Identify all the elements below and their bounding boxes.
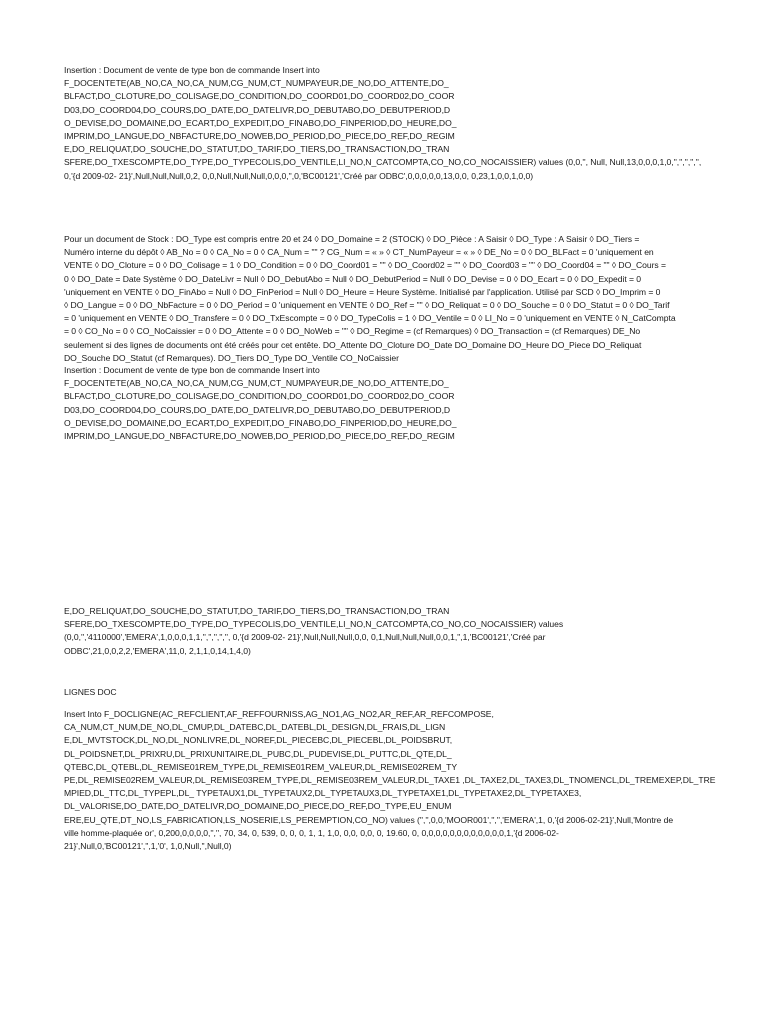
text-line: Numéro interne du dépôt ◊ AB_No = 0 ◊ CA_No = 0 ◊ CA_Num = "" ? CG_Num = « » ◊ CT_NumPayeur = « » ◊ DE_No = 0 ◊ DO_BLFact = 0 'uniquement en — [64, 247, 654, 258]
section-heading-lignes-doc — [64, 686, 724, 699]
text-line: Insertion : Document de vente de type bon de commande Insert into — [64, 65, 320, 75]
text-line: Insert Into F_DOCLIGNE(AC_REFCLIENT,AF_REFFOURNISS,AG_NO1,AG_NO2,AR_REF,AR_REFCOMPOSE, — [64, 709, 494, 719]
text-line: IMPRIM,DO_LANGUE,DO_NBFACTURE,DO_NOWEB,DO_PERIOD,DO_PIECE,DO_REF,DO_REGIM — [64, 431, 455, 442]
text-line: O_DEVISE,DO_DOMAINE,DO_ECART,DO_EXPEDIT,DO_FINABO,DO_FINPERIOD,DO_HEURE,DO_ — [64, 117, 457, 128]
text-line: IMPRIM,DO_LANGUE,DO_NBFACTURE,DO_NOWEB,DO_PERIOD,DO_PIECE,DO_REF,DO_REGIM — [64, 131, 455, 142]
section-heading: LIGNES DOC — [64, 687, 117, 697]
text-line: BLFACT,DO_CLOTURE,DO_COLISAGE,DO_CONDITION,DO_COORD01,DO_COORD02,DO_COOR — [64, 391, 455, 402]
sql-insert-docligne-block — [64, 708, 724, 853]
text-line: MPIED,DL_TTC,DL_TYPEPL,DL_ TYPETAUX1,DL_TYPETAUX2,DL_TYPETAUX3,DL_TYPETAXE1,DL_TYPETAXE2,DL_TYPETAXE3, — [64, 788, 582, 799]
text-line: BLFACT,DO_CLOTURE,DO_COLISAGE,DO_CONDITION,DO_COORD01,DO_COORD02,DO_COOR — [64, 91, 455, 102]
sql-insert-docentete-block-2-end — [64, 605, 724, 658]
text-line: VENTE ◊ DO_Cloture = 0 ◊ DO_Colisage = 1 ◊ DO_Condition = 0 ◊ DO_Coord01 = "" ◊ DO_Coord02 = "" ◊ DO_Coord03 = "" ◊ DO_Coord04 = "" ◊ DO_Cours = — [64, 260, 666, 271]
text-line: 0 ◊ DO_Date = Date Système ◊ DO_DateLivr = Null ◊ DO_DebutAbo = Null ◊ DO_DebutPeriod = Null ◊ DO_Devise = 0 ◊ DO_Ecart = 0 ◊ DO_Expedit = 0 — [64, 273, 642, 284]
text-line: SFERE,DO_TXESCOMPTE,DO_TYPE,DO_TYPECOLIS,DO_VENTILE,LI_NO,N_CATCOMPTA,CO_NO,CO_NOCAISSIER) values — [64, 619, 564, 630]
text-line: CA_NUM,CT_NUM,DE_NO,DL_CMUP,DL_DATEBC,DL_DATEBL,DL_DESIGN,DL_FRAIS,DL_LIGN — [64, 722, 446, 733]
text-line: QTEBC,DL_QTEBL,DL_REMISE01REM_TYPE,DL_REMISE01REM_VALEUR,DL_REMISE02REM_TY — [64, 761, 458, 772]
text-line: SFERE,DO_TXESCOMPTE,DO_TYPE,DO_TYPECOLIS,DO_VENTILE,LI_NO,N_CATCOMPTA,CO_NO,CO_NOCAISSIER) values (0,0,'', Null, Null,13,0,0,0,1,0,'','','','','', — [64, 157, 702, 168]
text-line: PE,DL_REMISE02REM_VALEUR,DL_REMISE03REM_TYPE,DL_REMISE03REM_VALEUR,DL_TAXE1 ,DL_TAXE2,DL_TAXE3,DL_TNOMENCL,DL_TREMEXEP,DL_TRE — [64, 775, 716, 786]
text-line: seulement si des lignes de documents ont été créés pour cet entête. DO_Attente DO_Cloture DO_Date DO_Domaine DO_Heure DO_Piece DO_Reliquat — [64, 339, 642, 350]
sql-insert-docentete-block-2-start — [64, 364, 724, 443]
text-line: DL_POIDSNET,DL_PRIXRU,DL_PRIXUNITAIRE,DL_PUBC,DL_PUDEVISE,DL_PUTTC,DL_QTE,DL_ — [64, 748, 452, 759]
text-line: 'uniquement en VENTE ◊ DO_FinAbo = Null ◊ DO_FinPeriod = Null ◊ DO_Heure = Heure Système. Initialisé par l'application. Utilisé par SCD ◊ DO_Imprim = 0 — [64, 286, 661, 297]
text-line: 0,'{d 2009-02- 21}',Null,Null,Null,0,2, 0,0,Null,Null,Null,0,0,0,'',0,'BC00121','Créé par ODBC',0,0,0,0,0,13,0,0, 0,23,1,0,0,1,0,0) — [64, 170, 534, 181]
text-line: D03,DO_COORD04,DO_COURS,DO_DATE,DO_DATELIVR,DO_DEBUTABO,DO_DEBUTPERIOD,D — [64, 404, 451, 415]
text-line: ODBC',21,0,0,2,2,'EMERA',11,0, 2,1,1,0,14,1,4,0) — [64, 645, 251, 656]
text-line: D03,DO_COORD04,DO_COURS,DO_DATE,DO_DATELIVR,DO_DEBUTABO,DO_DEBUTPERIOD,D — [64, 104, 451, 115]
text-line: (0,0,'','4110000','EMERA',1,0,0,0,1,1,'','','','','', 0,'{d 2009-02- 21}',Null,Null,Null,0,0, 0,1,Null,Null,Null,0,0,1,'',1,'BC00121','Créé par — [64, 632, 546, 643]
sql-insert-docentete-block — [64, 64, 724, 183]
text-line: E,DL_MVTSTOCK,DL_NO,DL_NONLIVRE,DL_NOREF,DL_PIECEBC,DL_PIECEBL,DL_POIDSBRUT, — [64, 735, 453, 746]
text-line: E,DO_RELIQUAT,DO_SOUCHE,DO_STATUT,DO_TARIF,DO_TIERS,DO_TRANSACTION,DO_TRAN — [64, 606, 450, 616]
text-line: Insertion : Document de vente de type bon de commande Insert into — [64, 365, 320, 375]
text-line: DO_Souche DO_Statut (cf Remarques). DO_Tiers DO_Type DO_Ventile CO_NoCaissier — [64, 352, 399, 363]
text-line: ◊ DO_Langue = 0 ◊ DO_NbFacture = 0 ◊ DO_Period = 0 'uniquement en VENTE ◊ DO_Ref = "" ◊ DO_Reliquat = 0 ◊ DO_Souche = 0 ◊ DO_Statut = 0 ◊ DO_Tarif — [64, 300, 670, 311]
text-line: E,DO_RELIQUAT,DO_SOUCHE,DO_STATUT,DO_TARIF,DO_TIERS,DO_TRANSACTION,DO_TRAN — [64, 144, 450, 155]
text-line: Pour un document de Stock : DO_Type est compris entre 20 et 24 ◊ DO_Domaine = 2 (STOCK) ◊ DO_Pièce : A Saisir ◊ DO_Type : A Saisir ◊ DO_Tiers = — [64, 234, 640, 244]
text-line: O_DEVISE,DO_DOMAINE,DO_ECART,DO_EXPEDIT,DO_FINABO,DO_FINPERIOD,DO_HEURE,DO_ — [64, 417, 457, 428]
stock-document-description-block — [64, 233, 724, 365]
text-line: = 0 ◊ CO_No = 0 ◊ CO_NoCaissier = 0 ◊ DO_Attente = 0 ◊ DO_NoWeb = "" ◊ DO_Regime = (cf Remarques) ◊ DO_Transaction = (cf Remarques) DE_No — [64, 326, 641, 337]
text-line: DL_VALORISE,DO_DATE,DO_DATELIVR,DO_DOMAINE,DO_PIECE,DO_REF,DO_TYPE,EU_ENUM — [64, 801, 452, 812]
text-line: F_DOCENTETE(AB_NO,CA_NO,CA_NUM,CG_NUM,CT_NUMPAYEUR,DE_NO,DO_ATTENTE,DO_ — [64, 378, 449, 389]
text-line: ville homme-plaquée or', 0,200,0,0,0,0,'','', 70, 34, 0, 539, 0, 0, 0, 1, 1, 1,0, 0,0, 0,0, 0, 19.60, 0, 0,0,0,0,0,0,0,0,0,0,0,0,1,'{d 2006-02- — [64, 827, 559, 838]
text-line: ERE,EU_QTE,DT_NO,LS_FABRICATION,LS_NOSERIE,LS_PEREMPTION,CO_NO) values ('','',0,0,'MOOR001','','','EMERA',1, 0,'{d 2006-02-21}',Null,'Montre de — [64, 814, 674, 825]
text-line: 21}',Null,0,'BC00121','',1,'0', 1,0,Null,'',Null,0) — [64, 841, 232, 852]
text-line: = 0 'uniquement en VENTE ◊ DO_Transfere = 0 ◊ DO_TxEscompte = 0 ◊ DO_TypeColis = 1 ◊ DO_Ventile = 0 ◊ LI_No = 0 'uniquement en VENTE ◊ N_CatCompta — [64, 313, 676, 324]
text-line: F_DOCENTETE(AB_NO,CA_NO,CA_NUM,CG_NUM,CT_NUMPAYEUR,DE_NO,DO_ATTENTE,DO_ — [64, 78, 449, 89]
